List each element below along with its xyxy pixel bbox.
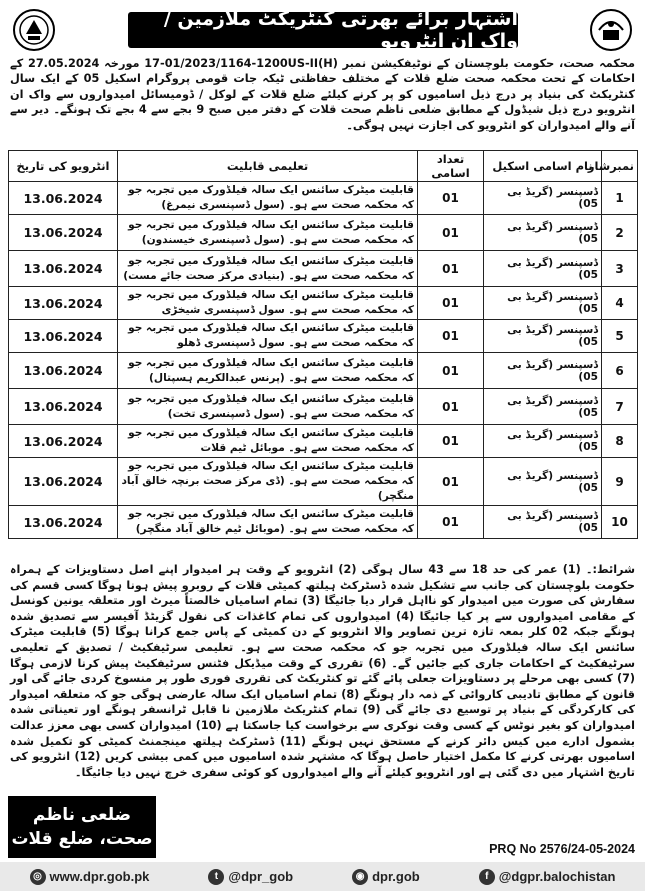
header-qty: تعداد اسامی bbox=[418, 151, 484, 182]
globe-icon: ◎ bbox=[30, 869, 46, 885]
qualification: قابلیت میٹرک سائنس ایک سالہ فیلڈورک میں تجربہ جو کہ محکمہ صحت سے ہو۔ سول ڈسپنسری ڈھلو bbox=[118, 320, 418, 353]
footer-facebook-text: @dgpr.balochistan bbox=[498, 869, 616, 884]
post-quantity: 01 bbox=[418, 506, 484, 539]
row-number: 8 bbox=[602, 425, 638, 458]
twitter-icon: t bbox=[208, 869, 224, 885]
row-number: 2 bbox=[602, 215, 638, 251]
footer-bar bbox=[0, 862, 645, 891]
instagram-icon: ◉ bbox=[352, 869, 368, 885]
interview-date: 13.06.2024 bbox=[9, 458, 118, 506]
qualification: قابلیت میٹرک سائنس ایک سالہ فیلڈورک میں تجربہ جو کہ محکمہ صحت سے ہو۔ (پرنس عبدالکریم ہسپتال) bbox=[118, 353, 418, 389]
footer-twitter[interactable] bbox=[208, 869, 293, 885]
table-row bbox=[9, 182, 638, 215]
signature-block bbox=[8, 796, 156, 858]
row-number: 9 bbox=[602, 458, 638, 506]
header-num: نمبرشار bbox=[602, 151, 638, 182]
post-name: ڈسپنسر (گریڈ بی 05) bbox=[484, 353, 602, 389]
header bbox=[8, 6, 637, 54]
table-row bbox=[9, 251, 638, 287]
post-name: ڈسپنسر (گریڈ بی 05) bbox=[484, 251, 602, 287]
footer-twitter-text: @dpr_gob bbox=[228, 869, 294, 884]
qualification: قابلیت میٹرک سائنس ایک سالہ فیلڈورک میں تجربہ جو کہ محکمہ صحت سے ہو۔ سول ڈسپنسری شیخڑی bbox=[118, 287, 418, 320]
emblem-logo-left bbox=[12, 8, 56, 52]
interview-date: 13.06.2024 bbox=[9, 389, 118, 425]
row-number: 4 bbox=[602, 287, 638, 320]
post-quantity: 01 bbox=[418, 353, 484, 389]
footer-website[interactable] bbox=[30, 869, 150, 885]
post-quantity: 01 bbox=[418, 389, 484, 425]
table-row bbox=[9, 425, 638, 458]
table-row bbox=[9, 506, 638, 539]
interview-date: 13.06.2024 bbox=[9, 287, 118, 320]
row-number: 3 bbox=[602, 251, 638, 287]
post-name: ڈسپنسر (گریڈ بی 05) bbox=[484, 389, 602, 425]
row-number: 1 bbox=[602, 182, 638, 215]
table-header-row bbox=[9, 151, 638, 182]
table-row bbox=[9, 353, 638, 389]
row-number: 6 bbox=[602, 353, 638, 389]
footer-facebook[interactable] bbox=[479, 869, 616, 885]
header-date: انٹرویو کی تاریخ bbox=[9, 151, 118, 182]
prq-number: PRQ No 2576/24-05-2024 bbox=[489, 842, 635, 856]
post-name: ڈسپنسر (گریڈ بی 05) bbox=[484, 425, 602, 458]
page-title: اشتہار برائے بھرتی کنٹریکٹ ملازمین / واک ان انٹرویو bbox=[128, 12, 518, 48]
interview-date: 13.06.2024 bbox=[9, 353, 118, 389]
footer-instagram-text: dpr.gob bbox=[372, 869, 420, 884]
intro-paragraph: محکمہ صحت، حکومت بلوچستان کے نوٹیفکیشن نمبر (H)17-01/2023/1164-1200US-II مورخہ 27.05.2024 کے احکامات کے تحت محکمہ صحت ضلع قلات کے مختلف حفاظتی ٹیکہ جات قومی پروگرام اسکیل 05 کے ایک سال کنٹریکٹ کی بنیاد پر درج ذیل اسامیوں کو پر کرنے کیلئے ضلع قلات کے لوکل / ڈومیسائل امیدواروں سے واک ان انٹرویو درج ذیل شیڈول کے مطابق ضلعی ناظم صحت قلات کے دفتر میں صبح 9 بجے سے 4 بجے تک ہونگے۔ دیر سے آنے والے امیدواران کو انٹرویو کی اجازت نہیں ہوگی۔ bbox=[10, 57, 636, 132]
post-quantity: 01 bbox=[418, 215, 484, 251]
qualification: قابلیت میٹرک سائنس ایک سالہ فیلڈورک میں تجربہ جو کہ محکمہ صحت سے ہو۔ موبائل ٹیم قلات bbox=[118, 425, 418, 458]
post-name: ڈسپنسر (گریڈ بی 05) bbox=[484, 182, 602, 215]
qualification: قابلیت میٹرک سائنس ایک سالہ فیلڈورک میں تجربہ جو کہ محکمہ صحت سے ہو۔ (سول ڈسپنسری خیسندون) bbox=[118, 215, 418, 251]
qualification: قابلیت میٹرک سائنس ایک سالہ فیلڈورک میں تجربہ جو کہ محکمہ صحت سے ہو۔ (ڈی مرکز صحت برنچہ خالق آباد منگچر) bbox=[118, 458, 418, 506]
post-quantity: 01 bbox=[418, 425, 484, 458]
interview-date: 13.06.2024 bbox=[9, 425, 118, 458]
table-row bbox=[9, 215, 638, 251]
footer-website-text: www.dpr.gob.pk bbox=[49, 869, 150, 884]
post-quantity: 01 bbox=[418, 320, 484, 353]
table-row bbox=[9, 458, 638, 506]
vacancy-table bbox=[8, 150, 638, 539]
post-quantity: 01 bbox=[418, 287, 484, 320]
post-name: ڈسپنسر (گریڈ بی 05) bbox=[484, 458, 602, 506]
post-quantity: 01 bbox=[418, 182, 484, 215]
table-row bbox=[9, 287, 638, 320]
qualification: قابلیت میٹرک سائنس ایک سالہ فیلڈورک میں تجربہ جو کہ محکمہ صحت سے ہو۔ (بنیادی مرکز صحت جائے مست) bbox=[118, 251, 418, 287]
post-name: ڈسپنسر (گریڈ بی 05) bbox=[484, 215, 602, 251]
emblem-logo-right bbox=[589, 8, 633, 52]
header-post: نام اسامی اسکیل bbox=[484, 151, 602, 182]
interview-date: 13.06.2024 bbox=[9, 215, 118, 251]
post-name: ڈسپنسر (گریڈ بی 05) bbox=[484, 287, 602, 320]
signature-office: صحت، ضلع قلات bbox=[11, 829, 153, 849]
row-number: 5 bbox=[602, 320, 638, 353]
signature-title: ضلعی ناظم bbox=[32, 805, 132, 825]
post-quantity: 01 bbox=[418, 251, 484, 287]
interview-date: 13.06.2024 bbox=[9, 320, 118, 353]
facebook-icon: f bbox=[479, 869, 495, 885]
interview-date: 13.06.2024 bbox=[9, 251, 118, 287]
table-row bbox=[9, 389, 638, 425]
qualification: قابلیت میٹرک سائنس ایک سالہ فیلڈورک میں تجربہ جو کہ محکمہ صحت سے ہو۔ (سول ڈسپنسری نیمرغ) bbox=[118, 182, 418, 215]
table-row bbox=[9, 320, 638, 353]
post-quantity: 01 bbox=[418, 458, 484, 506]
post-name: ڈسپنسر (گریڈ بی 05) bbox=[484, 506, 602, 539]
post-name: ڈسپنسر (گریڈ بی 05) bbox=[484, 320, 602, 353]
terms-conditions: شرائط:۔ (1) عمر کی حد 18 سے 43 سال ہوگی (2) انٹرویو کے وقت ہر امیدوار اپنے اصل دستاویزات کے ہمراہ حکومت بلوچستان کی جانب سے تشکیل شدہ ڈسٹرکٹ ہیلتھ کمیٹی قلات کے روبرو پیش ہونا ہوگا کسی قسم کی سفارش کی صورت میں امیدوار کو نااہل قرار دیا جائیگا (3) تمام اسامیاں خالصتاً میرٹ اور متعلقہ یونین کونسل کے مقامی امیدواروں سے پر کیا جائیگا (4) امیدواروں کی تمام کاغذات کی نقول گزیٹڈ آفیسر سے تصدیق شدہ ہونگے جبکہ 02 کلر بمعہ تازہ ترین تصاویر والا انٹرویو کے دن کمیٹی کے پاس جمع کرانا ہوگا (5) قابلیت میٹرک سائنس ایک سالہ فیلڈورک میں تجربہ جو کہ محکمہ صحت سے ہو۔ تعلیمی سرٹیفکیٹ / تصدیق کے تعلیمی سرٹیفکیٹ کے احکامات جاری کیے جائیں گے۔ (6) تقرری کے وقت میڈیکل فٹنس سرٹیفکیٹ پیش کرنا لازمی ہوگا (7) کسی بھی مرحلے پر دستاویزات جعلی پائے گئے تو کنٹریکٹ کی تقرری فوری طور پر منسوخ کردی جائے گی اور قانون کے مطابق تادیبی کاروائی کے ذمہ دار ہونگے (8) تمام اسامیاں ایک سالہ عارضی ہوگی جو کہ متعلقہ امیدوار کی کارکردگی کے بنیاد پر توسیع دی جائے گی (9) تمام کنٹریکٹ ملازمین نا قابل ٹرانسفر ہونگے اور تعیناتی شدہ امیدواران کو بغیر نوٹس کے کسی وقت نوکری سے برخواست کیا جاسکتا ہے (10) امیدواران کسی بھی معزز عدالت بشمول ادارے میں کیس دائر کرنے کے مستحق نہیں ہونگے (11) ڈسٹرکٹ ہیلتھ مینجمنٹ کمیٹی کو تکمیل شدہ اسامیوں بھرتی کرنے کا مکمل اختیار حاصل ہوگا کہ مشتہر شدہ اسامیوں میں کمی بیشی کریں (12) انٹرویو کی تاریخ اشتہار میں دی گئی ہے اور انٹرویو کیلئے آنے والے امیدواروں کو کوئی سفری خرچ نہیں دیا جائیگا۔ bbox=[10, 563, 636, 779]
interview-date: 13.06.2024 bbox=[9, 182, 118, 215]
footer-instagram[interactable] bbox=[352, 869, 420, 885]
qualification: قابلیت میٹرک سائنس ایک سالہ فیلڈورک میں تجربہ جو کہ محکمہ صحت سے ہو۔ (موبائل ٹیم خالق آباد منگچر) bbox=[118, 506, 418, 539]
interview-date: 13.06.2024 bbox=[9, 506, 118, 539]
row-number: 10 bbox=[602, 506, 638, 539]
qualification: قابلیت میٹرک سائنس ایک سالہ فیلڈورک میں تجربہ جو کہ محکمہ صحت سے ہو۔ (سول ڈسپنسری تخت) bbox=[118, 389, 418, 425]
header-qual: تعلیمی قابلیت bbox=[118, 151, 418, 182]
row-number: 7 bbox=[602, 389, 638, 425]
